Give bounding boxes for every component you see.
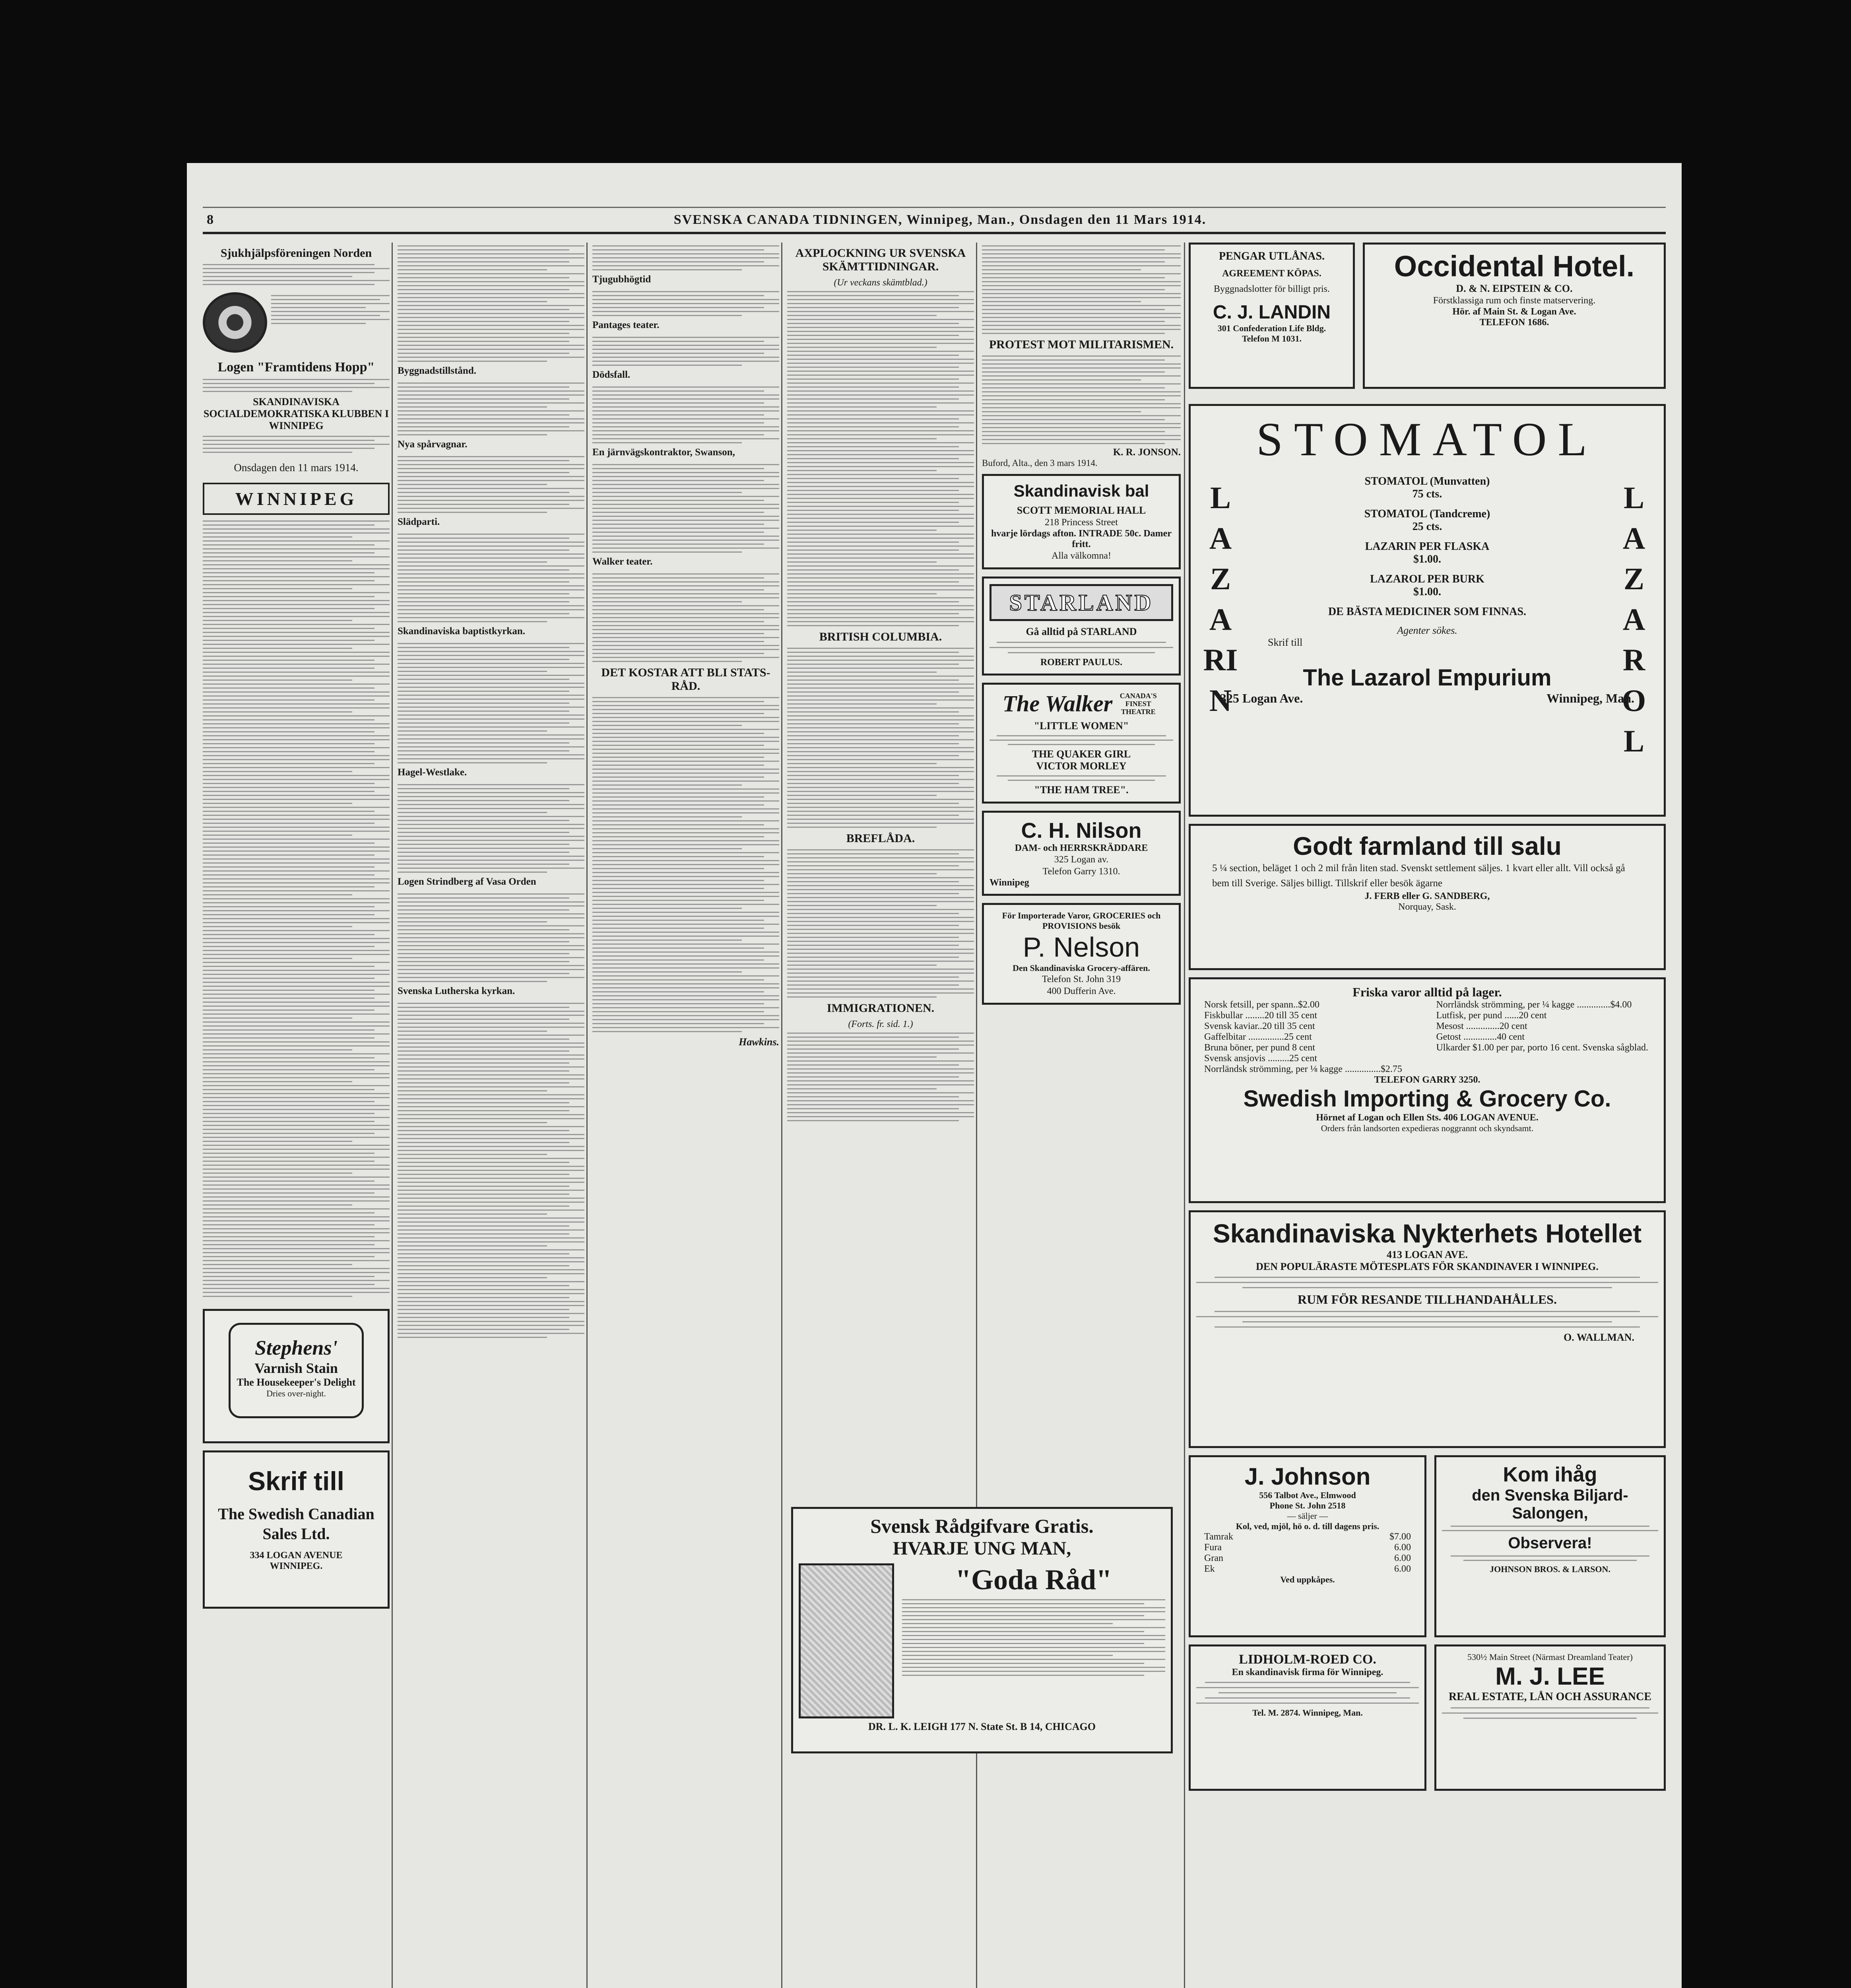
lee-name: M. J. LEE <box>1495 1663 1605 1690</box>
komihag-owner: JOHNSON BROS. & LARSON. <box>1490 1564 1610 1574</box>
nilson-phone: Telefon Garry 1310. <box>1042 866 1120 877</box>
immigration-subheading: (Forts. fr. sid. 1.) <box>848 1019 913 1029</box>
grocery-price-row <box>1196 1043 1658 1053</box>
starland-line: Gå alltid på STARLAND <box>1026 626 1137 637</box>
breflada-heading: BREFLÅDA. <box>846 832 915 845</box>
price2-value: 25 cts. <box>1412 520 1442 533</box>
goda-rad-ad <box>791 1507 1173 1753</box>
komihag-obs: Observera! <box>1508 1534 1592 1552</box>
grocery-price-row <box>1196 1021 1658 1032</box>
goda-address: DR. L. K. LEIGH 177 N. State St. B 14, CHICAGO <box>868 1721 1096 1732</box>
column-1 <box>203 243 390 1616</box>
grocery-price-row <box>1196 1032 1658 1043</box>
occidental-owner: D. & N. EIPSTEIN & CO. <box>1456 283 1573 294</box>
swedish-canadian-sales-ad <box>203 1450 390 1609</box>
johnson-price-cell: 6.00 <box>1394 1553 1411 1563</box>
issue-date: Onsdagen den 11 mars 1914. <box>234 462 359 474</box>
sladparti-heading: Slädparti. <box>398 516 440 527</box>
starland-ad <box>982 577 1181 676</box>
grocery-price-cell: Mesost ..............20 cent <box>1436 1021 1527 1031</box>
farmland-ad <box>1189 824 1666 970</box>
newspaper-title: SVENSKA CANADA TIDNINGEN, Winnipeg, Man., Onsdagen den 11 Mars 1914. <box>673 212 1207 227</box>
occidental-hotel-ad <box>1363 243 1666 389</box>
grocery-price-cell <box>1436 1053 1650 1064</box>
farm-owner: J. FERB eller G. SANDBERG, <box>1364 891 1490 901</box>
walker-play1: "LITTLE WOMEN" <box>1034 720 1129 732</box>
protest-place: Buford, Alta., den 3 mars 1914. <box>982 458 1098 468</box>
masthead <box>203 207 1666 234</box>
nilson-ad <box>982 811 1181 896</box>
lazarol-vertical: LAZAROL <box>1622 480 1646 758</box>
walker-sub: CANADA'S FINEST THEATRE <box>1120 691 1157 716</box>
grocery-price-cell <box>1436 1064 1650 1075</box>
column-2 <box>398 243 584 1341</box>
society-heading: Sjukhjälpsföreningen Norden <box>220 247 372 260</box>
walker-heading: Walker teater. <box>592 556 653 567</box>
grocery-phone: TELEFON GARRY 3250. <box>1374 1075 1480 1085</box>
skandinavisk-bal-ad <box>982 474 1181 569</box>
price4-label: LAZAROL PER BURK <box>1370 573 1484 585</box>
komihag-title: Kom ihåg <box>1503 1463 1597 1486</box>
walker-play2: THE QUAKER GIRL <box>1032 748 1131 760</box>
skrif-city: WINNIPEG. <box>270 1561 323 1571</box>
price1-value: 75 cts. <box>1412 488 1442 500</box>
pengar-sub: AGREEMENT KÖPAS. <box>1222 268 1321 279</box>
grocery-address: Hörnet af Logan och Ellen Sts. 406 LOGAN AVENUE. <box>1316 1112 1539 1123</box>
protest-heading: PROTEST MOT MILITARISMEN. <box>989 338 1174 351</box>
farm-place: Norquay, Sask. <box>1398 902 1456 912</box>
pengar-line: Byggnadslotter för billigt pris. <box>1214 284 1330 294</box>
lidholm-ad <box>1189 1644 1426 1791</box>
best-medicines: DE BÄSTA MEDICINER SOM FINNAS. <box>1328 606 1527 618</box>
varnish-line3: Dries over-night. <box>266 1388 326 1398</box>
byggnad-heading: Byggnadstillstånd. <box>398 365 476 376</box>
starland-sign: ROBERT PAULUS. <box>1040 657 1123 668</box>
grocery-price-row <box>1196 1053 1658 1064</box>
grocery-head: Friska varor alltid på lager. <box>1352 985 1502 999</box>
club-heading: SKANDINAVISKA SOCIALDEMOKRATISKA KLUBBEN I WINNIPEG <box>203 396 389 431</box>
emporium-name: The Lazarol Empurium <box>1303 665 1552 691</box>
skrif-till: Skrif till <box>1268 637 1303 648</box>
lutherska-heading: Svenska Lutherska kyrkan. <box>398 986 515 996</box>
grocery-price-cell: Norrländsk strömming, per ¼ kagge ..............$4.00 <box>1436 1000 1632 1010</box>
price4-value: $1.00. <box>1413 586 1441 598</box>
hotel-title: Skandinaviska Nykterhets Hotellet <box>1213 1219 1642 1248</box>
immigration-heading: IMMIGRATIONEN. <box>827 1002 935 1015</box>
dodsfall-heading: Dödsfall. <box>592 369 631 380</box>
bal-hall: SCOTT MEMORIAL HALL <box>1017 505 1146 516</box>
protest-signature: K. R. JONSON. <box>1113 447 1181 458</box>
occidental-title: Occidental Hotel. <box>1394 250 1635 283</box>
johnson-phone: Phone St. John 2518 <box>1269 1501 1346 1510</box>
lodge-emblem-icon <box>203 292 267 353</box>
column-5 <box>982 243 1181 1495</box>
johnson-price-cell: $7.00 <box>1389 1532 1411 1542</box>
johnson-saw: Ved uppkåpes. <box>1280 1574 1335 1584</box>
goda-sub: HVARJE UNG MAN, <box>893 1538 1071 1559</box>
johnson-line: Kol, ved, mjöl, hö o. d. till dagens pris. <box>1236 1521 1380 1531</box>
column-4 <box>787 243 974 1495</box>
pantages-heading: Pantages teater. <box>592 320 660 330</box>
grocery-price-cell: Norsk fetsill, per spann..$2.00 <box>1204 1000 1319 1010</box>
grocery-price-cell: Lutfisk, per pund ......20 cent <box>1436 1010 1547 1021</box>
skrif-company: The Swedish Canadian Sales Ltd. <box>218 1505 374 1543</box>
price2-label: STOMATOL (Tandcreme) <box>1364 508 1490 520</box>
lidholm-name: LIDHOLM-ROED CO. <box>1239 1652 1376 1667</box>
grocery-note: Orders från landsorten expedieras noggrannt och skyndsamt. <box>1321 1123 1534 1133</box>
newspaper-page <box>187 163 1682 1988</box>
grocery-price-cell: Ulkarder $1.00 per par, porto 16 cent. Svenska sågblad. <box>1436 1043 1649 1053</box>
winnipeg-heading: WINNIPEG <box>203 483 390 515</box>
book-cover-image <box>799 1563 894 1718</box>
komihag-sub: den Svenska Biljard-Salongen, <box>1472 1487 1628 1522</box>
skamt-heading: AXPLOCKNING UR SVENSKA SKÄMTTIDNINGAR. <box>795 247 966 273</box>
british-columbia-heading: BRITISH COLUMBIA. <box>819 630 942 643</box>
price1-label: STOMATOL (Munvatten) <box>1364 475 1490 487</box>
hotel-address: 413 LOGAN AVE. <box>1387 1249 1468 1260</box>
grocery-price-row <box>1196 1000 1658 1010</box>
grocery-price-cell: Svensk ansjovis .........25 cent <box>1204 1053 1317 1064</box>
varnish-stain-ad <box>203 1309 390 1443</box>
state-cost-heading: DET KOSTAR ATT BLI STATS-RÅD. <box>601 666 770 693</box>
walker-star: VICTOR MORLEY <box>1036 760 1127 772</box>
varnish-line2: The Housekeeper's Delight <box>237 1376 356 1388</box>
skrif-address: 334 LOGAN AVENUE <box>250 1550 343 1561</box>
grocery-price-row <box>1196 1010 1658 1021</box>
occidental-phone: TELEFON 1686. <box>1479 317 1549 328</box>
nelson-grocery-ad <box>982 903 1181 1005</box>
starland-title: STARLAND <box>990 584 1173 621</box>
column-3 <box>592 243 779 1048</box>
grocery-price-cell: Svensk kaviar..20 till 35 cent <box>1204 1021 1315 1031</box>
nilson-trade: DAM- och HERRSKRÄDDARE <box>1015 843 1148 853</box>
nelson-name: P. Nelson <box>1023 932 1140 963</box>
johnson-ad <box>1189 1455 1426 1637</box>
lidholm-phone: Tel. M. 2874. Winnipeg, Man. <box>1252 1708 1363 1718</box>
local-news-text <box>398 245 584 362</box>
skamt-subheading: (Ur veckans skämtblad.) <box>834 278 927 288</box>
johnson-price-cell: 6.00 <box>1394 1564 1411 1574</box>
bal-welcome: Alla välkomna! <box>1052 551 1111 561</box>
occidental-address: Hör. af Main St. & Logan Ave. <box>1452 307 1576 317</box>
johnson-price-row <box>1196 1553 1419 1564</box>
johnson-price-cell: Gran <box>1204 1553 1223 1563</box>
tjugubhogtid-heading: Tjugubhögtid <box>592 274 651 285</box>
stomatol-title: STOMATOL <box>1256 413 1598 466</box>
grocery-price-cell: Gaffelbitar ...............25 cent <box>1204 1032 1312 1042</box>
advertisements-section <box>1189 243 1666 1798</box>
johnson-price-row <box>1196 1564 1419 1574</box>
hotel-owner: O. WALLMAN. <box>1564 1332 1634 1343</box>
price3-value: $1.00. <box>1413 553 1441 565</box>
nelson-phone: Telefon St. John 319 <box>1042 974 1121 984</box>
nilson-name: C. H. Nilson <box>1021 819 1142 843</box>
johnson-price-row <box>1196 1542 1419 1553</box>
lee-address: 530½ Main Street (Närmast Dreamland Teater) <box>1467 1652 1633 1662</box>
johnson-price-cell: Fura <box>1204 1542 1222 1553</box>
nilson-city: Winnipeg <box>990 878 1029 888</box>
johnson-price-cell: Ek <box>1204 1564 1215 1574</box>
landin-address: 301 Confederation Life Bldg. <box>1217 323 1326 333</box>
nelson-head: För Importerade Varor, GROCERIES och PROVISIONS besök <box>1002 911 1161 931</box>
grocery-price-cell: Bruna böner, per pund 8 cent <box>1204 1043 1315 1053</box>
johnson-price-list <box>1196 1532 1419 1574</box>
occidental-line: Förstklassiga rum och finste matservering. <box>1433 295 1596 306</box>
grocery-price-list <box>1196 1000 1658 1075</box>
lodge-emblem-row <box>203 292 390 353</box>
johnson-price-cell: 6.00 <box>1394 1542 1411 1553</box>
johnson-price-cell: Tamrak <box>1204 1532 1233 1542</box>
nilson-address: 325 Logan av. <box>1054 854 1109 865</box>
logen-heading: Logen "Framtidens Hopp" <box>217 360 375 375</box>
johnson-name: J. Johnson <box>1244 1463 1371 1490</box>
nelson-address: 400 Dufferin Ave. <box>1047 986 1116 996</box>
varnish-line1: Varnish Stain <box>254 1360 338 1376</box>
sparvagnar-heading: Nya spårvagnar. <box>398 439 468 450</box>
skrif-title: Skrif till <box>248 1466 345 1496</box>
hotel-line: DEN POPULÄRASTE MÖTESPLATS FÖR SKANDINAVER I WINNIPEG. <box>1256 1261 1599 1272</box>
emporium-address: 325 Logan Ave. <box>1220 691 1303 705</box>
johnson-sells: — säljer — <box>1287 1511 1328 1521</box>
swanson-heading: En järnvägskontraktor, Swanson, <box>592 447 735 458</box>
goda-title: Svensk Rådgifvare Gratis. <box>870 1515 1094 1537</box>
lidholm-sub: En skandinavisk firma för Winnipeg. <box>1232 1667 1383 1677</box>
lee-trade: REAL ESTATE, LÅN OCH ASSURANCE <box>1448 1691 1652 1703</box>
lazarin-vertical: LAZARIN <box>1203 480 1238 718</box>
landin-ad <box>1189 243 1355 389</box>
bal-address: 218 Princess Street <box>1045 517 1118 528</box>
varnish-brand: Stephens' <box>254 1337 338 1359</box>
stomatol-lazarol-ad <box>1189 404 1666 817</box>
winnipeg-news-text <box>203 520 390 1297</box>
johnson-price-row <box>1196 1532 1419 1542</box>
landin-phone: Telefon M 1031. <box>1242 334 1302 344</box>
price3-label: LAZARIN PER FLASKA <box>1365 540 1490 553</box>
johnson-address: 556 Talbot Ave., Elmwood <box>1259 1490 1356 1500</box>
grocery-name: Swedish Importing & Grocery Co. <box>1243 1086 1611 1112</box>
grocery-price-row <box>1196 1064 1658 1075</box>
farm-text: 5 ¼ section, beläget 1 och 2 mil från liten stad. Svenskt settlement säljes. 1 kvart eller allt. Vill också gå bem till Sverige. Säljes billigt. Tillskrif eller besök ägarne <box>1212 863 1625 889</box>
swedish-importing-ad <box>1189 977 1666 1203</box>
pengar-title: PENGAR UTLÅNAS. <box>1218 250 1325 262</box>
hagel-heading: Hagel-Westlake. <box>398 767 467 778</box>
hotel-rooms: RUM FÖR RESANDE TILLHANDAHÅLLES. <box>1298 1292 1557 1307</box>
landin-name: C. J. LANDIN <box>1213 302 1331 323</box>
nykterhets-hotel-ad <box>1189 1210 1666 1448</box>
farm-title: Godt farmland till salu <box>1293 832 1562 860</box>
strindberg-heading: Logen Strindberg af Vasa Orden <box>398 876 536 887</box>
grocery-price-cell: Norrländsk strömming, per ⅛ kagge ...............$2.75 <box>1204 1064 1402 1074</box>
bal-entry: hvarje lördags afton. INTRADE 50c. Damer fritt. <box>991 528 1172 549</box>
goda-book: "Goda Råd" <box>955 1564 1112 1596</box>
page-number: 8 <box>207 212 214 227</box>
lee-real-estate-ad <box>1434 1644 1666 1791</box>
grocery-price-cell: Getost ..............40 cent <box>1436 1032 1525 1042</box>
agents-wanted: Agenter sökes. <box>1397 625 1457 636</box>
walker-play3: "THE HAM TREE". <box>1034 784 1129 796</box>
walker-title: The Walker <box>1002 691 1113 716</box>
grocery-price-cell: Fiskbullar ........20 till 35 cent <box>1204 1010 1317 1021</box>
bal-title: Skandinavisk bal <box>1013 481 1149 500</box>
biljard-salong-ad <box>1434 1455 1666 1637</box>
walker-theatre-ad <box>982 683 1181 804</box>
emporium-city: Winnipeg, Man. <box>1546 691 1634 705</box>
nelson-sub: Den Skandinaviska Grocery-affären. <box>1013 963 1150 973</box>
article-signature: Hawkins. <box>739 1036 779 1048</box>
baptist-heading: Skandinaviska baptistkyrkan. <box>398 626 525 637</box>
